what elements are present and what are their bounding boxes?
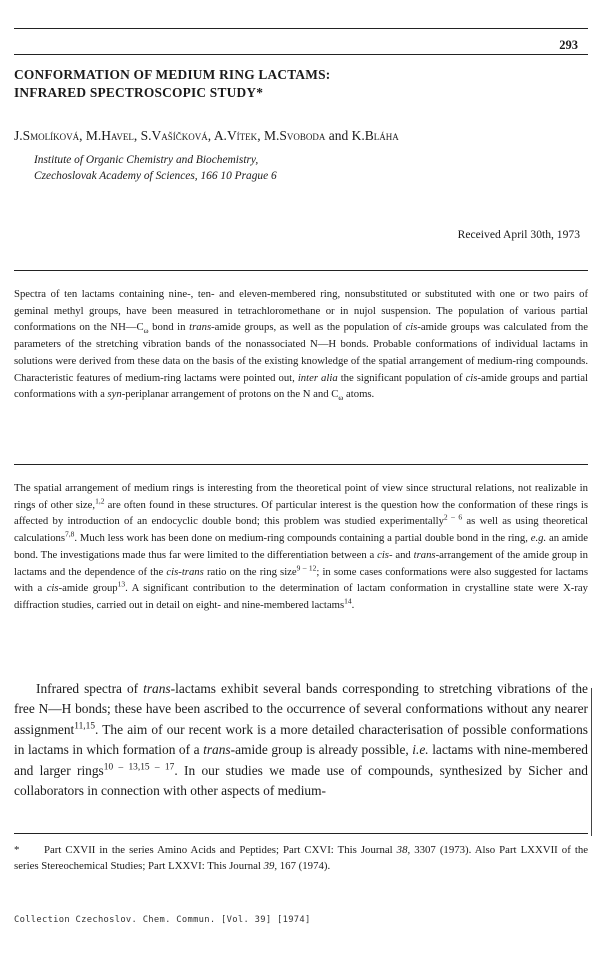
header-rule — [14, 54, 588, 55]
title-line-2: INFRARED SPECTROSCOPIC STUDY* — [14, 85, 264, 100]
affiliation-line-1: Institute of Organic Chemistry and Biochemistry, — [34, 154, 259, 166]
author: A.Vítek — [213, 128, 258, 143]
abstract-top-rule — [14, 270, 588, 271]
author: S.Vašíčková — [140, 128, 208, 143]
author-list: J.Smolíková, M.Havel, S.Vašíčková, A.Vítek, M.Svoboda and K.Bláha — [14, 128, 399, 143]
body-paragraph: Infrared spectra of trans-lactams exhibit several bands corresponding to stretching vibrations of the free N—H bonds; these have been ascribed to the occurrence of several conformations without any nearer assignment$^{11,15}$. The aim of our recent work is a more detailed characterisation of possible conformations in lactams in which formation of a trans-amide group is already possible, i.e. lactams with nine-membered and larger rings$^{10 - 13,15 - 17}$. In our studies we made use of compounds, synthesized by Sicher and collaborators in connection with other aspects of medium- — [14, 681, 588, 799]
received-date: Received April 30th, 1973 — [457, 228, 580, 241]
author: M.Svoboda — [263, 128, 326, 143]
title-line-1: CONFORMATION OF MEDIUM RING LACTAMS: — [14, 67, 331, 82]
top-rule — [14, 28, 588, 29]
author: J.Smolíková — [14, 128, 80, 143]
footnote-rule — [14, 833, 588, 834]
abstract-bottom-rule — [14, 464, 588, 465]
intro-paragraph: The spatial arrangement of medium rings is interesting from the theoretical point of view since structural relations, not realizable in rings of other size,$^{1,2}$ are often found in these structures. Of particular interest is the question how the conformation of these rings is affected by introduction of an endocyclic double bond; this problem was studied experimentally$^{2 - 6}$ as well as using theoretical calculations$^{7,8}$. Much less work has been done on medium-ring compounds containing a partial double bond in the ring, e.g. an amide bond. The investigations made thus far were limited to the differentiation between a cis- and trans-arrangement of the amide group in lactams and the dependence of the cis-trans ratio on the ring size$^{9 - 12}$; in some cases conformations were also suggested for lactams with a cis-amide group$^{13}$. A significant contribution to the determination of lactam conformation in crystalline state were X-ray diffraction studies, carried out in detail on eight- and nine-membered lactams$^{14}$. — [14, 482, 589, 611]
affiliation — [34, 152, 574, 184]
article-title — [14, 66, 589, 102]
abstract: Spectra of ten lactams containing nine-, ten- and eleven-membered ring, nonsubstituted or substituted with one or two pairs of geminal methyl groups, have been measured in tetrachloromethane or in nujol suspension. The population of various partial conformations on the $NH—C_\omega$ bond in trans-amide groups, as well as the population of cis-amide groups was calculated from the parameters of the stretching vibration bands of the nonassociated N—H bonds. Probable conformations of individual lactams in solutions were derived from these data on the basis of the existing knowledge of the spatial arrangement of medium-ring compounds. Characteristic features of medium-ring lactams were pointed out, inter alia the significant population of cis-amide groups and partial conformations with a syn-periplanar arrangement of protons on the N and $C_\omega$ atoms. — [14, 288, 588, 403]
author: M.Havel — [85, 128, 134, 143]
page-number: 293 — [559, 38, 578, 52]
journal-footer: Collection Czechoslov. Chem. Commun. [Vol. 39] [1974] — [14, 915, 311, 925]
affiliation-line-2: Czechoslovak Academy of Sciences, 166 10 Prague 6 — [34, 170, 277, 182]
footnote: * Part CXVII in the series Amino Acids and Peptides; Part CXVI: This Journal 38, 3307 (1973). Also Part LXXVII of the series Stereochemical Studies; Part LXXVI: This Journal 39, 167 (1974). — [14, 844, 589, 873]
author: K.Bláha — [351, 128, 399, 143]
margin-mark — [591, 688, 592, 836]
